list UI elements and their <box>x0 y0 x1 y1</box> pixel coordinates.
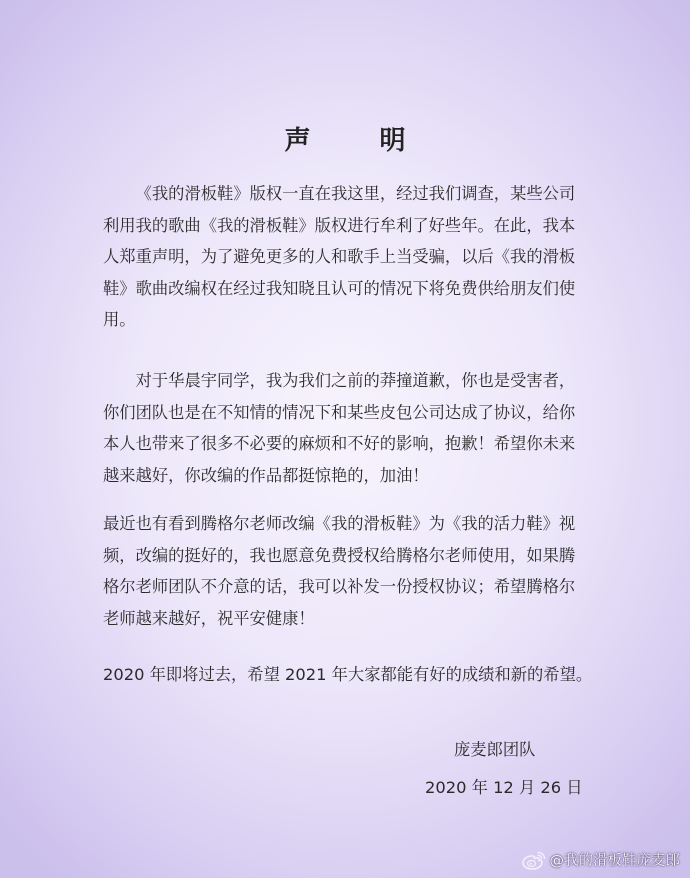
paragraph-apology <box>103 365 591 491</box>
text-line: 你们团队也是在不知情的情况下和某些皮包公司达成了协议，给你 <box>103 402 576 422</box>
document-date: 2020 年 12 月 26 日 <box>425 778 583 797</box>
weibo-icon <box>522 850 546 870</box>
text-line: 用。 <box>103 310 136 329</box>
watermark-text: @我的滑板鞋庞麦郎 <box>549 853 680 869</box>
signature: 庞麦郎团队 <box>454 740 536 759</box>
text-line: 《我的滑板鞋》版权一直在我这里，经过我们调查，某些公司 <box>135 184 576 203</box>
text-line: 利用我的歌曲《我的滑板鞋》版权进行牟利了好些年。在此，我本 <box>103 215 576 235</box>
text-line: 最近也有看到腾格尔老师改编《我的滑板鞋》为《我的活力鞋》视 <box>103 514 576 533</box>
text-line: 本人也带来了很多不必要的麻烦和不好的影响，抱歉！希望你未来 <box>103 434 576 453</box>
text-line: 2020 年即将过去，希望 2021 年大家都能有好的成绩和新的希望。 <box>103 665 593 684</box>
paragraph-copyright <box>103 178 591 336</box>
paragraph-new-year <box>103 659 591 691</box>
text-line: 鞋》歌曲改编权在经过我知晓且认可的情况下将免费供给朋友们使 <box>103 278 576 298</box>
text-line: 人郑重声明，为了避免更多的人和歌手上当受骗，以后《我的滑板 <box>103 247 576 266</box>
paragraph-authorization <box>103 508 591 634</box>
text-line: 对于华晨宇同学，我为我们之前的莽撞道歉，你也是受害者， <box>135 371 576 390</box>
text-line: 老师越来越好，祝平安健康！ <box>103 608 315 628</box>
document-title: 声 明 <box>284 126 436 156</box>
weibo-watermark <box>522 849 681 870</box>
text-line: 越来越好，你改编的作品都挺惊艳的，加油！ <box>103 465 429 485</box>
text-line: 格尔老师团队不介意的话，我可以补发一份授权协议；希望腾格尔 <box>103 577 576 596</box>
text-line: 频，改编的挺好的，我也愿意免费授权给腾格尔老师使用，如果腾 <box>103 545 576 565</box>
